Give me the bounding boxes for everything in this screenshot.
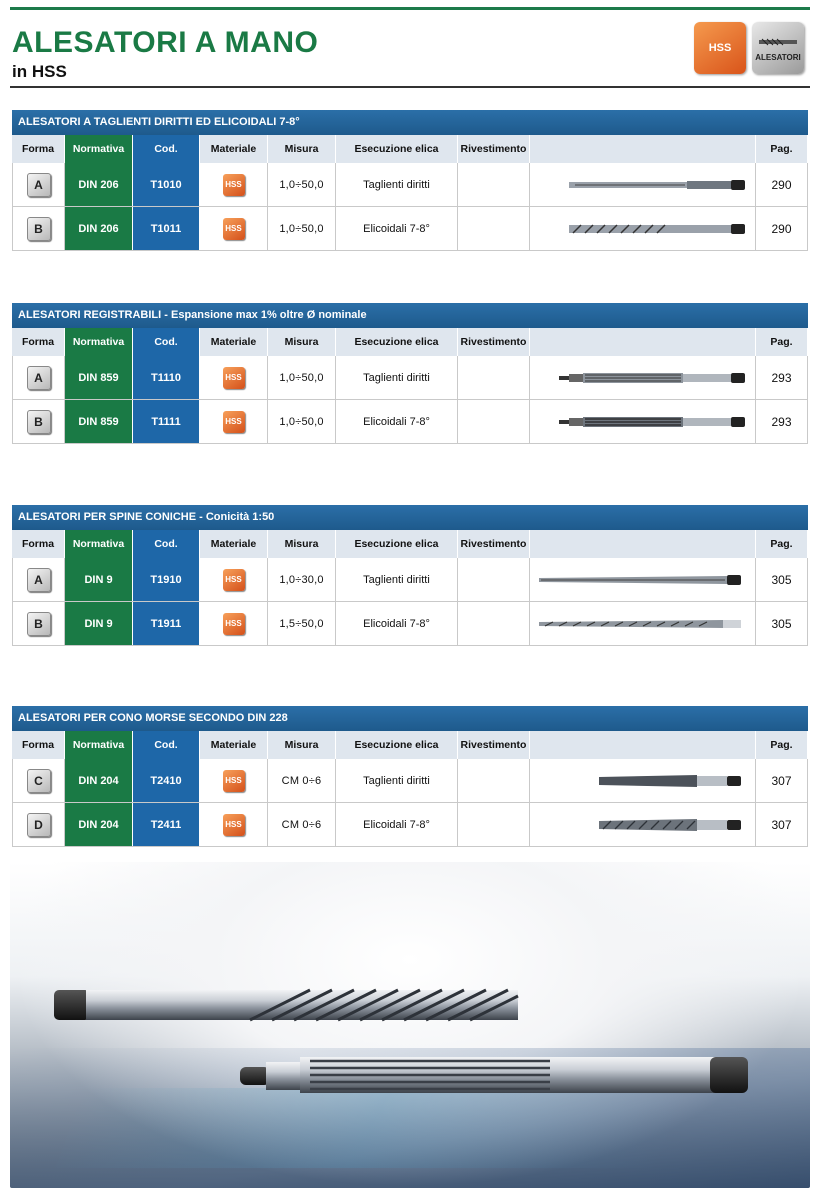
size-cell: CM 0÷6	[268, 759, 336, 802]
table-row[interactable]	[12, 558, 808, 602]
normativa-cell: DIN 204	[65, 759, 133, 802]
normativa-cell: DIN 859	[65, 400, 133, 443]
col-rivestimento: Rivestimento	[458, 328, 530, 356]
page-ref-cell[interactable]: 290	[756, 163, 808, 206]
hss-material-icon: HSS	[223, 770, 245, 792]
size-cell: 1,0÷50,0	[268, 207, 336, 250]
col-materiale: Materiale	[200, 731, 268, 759]
table-row[interactable]	[12, 400, 808, 444]
table-row[interactable]	[12, 803, 808, 847]
forma-badge: B	[27, 410, 51, 434]
col-misura: Misura	[268, 731, 336, 759]
normativa-cell: DIN 9	[65, 602, 133, 645]
hss-badge-label: HSS	[708, 42, 732, 54]
col-image	[530, 530, 756, 558]
col-esecuzione: Esecuzione elica	[336, 135, 458, 163]
code-cell[interactable]: T2410	[133, 759, 200, 802]
coating-cell	[458, 163, 530, 206]
size-cell: CM 0÷6	[268, 803, 336, 846]
size-cell: 1,0÷50,0	[268, 400, 336, 443]
execution-cell: Taglienti diritti	[336, 163, 458, 206]
col-normativa: Normativa	[65, 530, 133, 558]
coating-cell	[458, 356, 530, 399]
col-image	[530, 328, 756, 356]
table-row[interactable]	[12, 602, 808, 646]
size-cell: 1,0÷50,0	[268, 356, 336, 399]
code-cell[interactable]: T1010	[133, 163, 200, 206]
coating-cell	[458, 558, 530, 601]
reamer-tool-icon	[530, 803, 756, 846]
col-normativa: Normativa	[65, 135, 133, 163]
execution-cell: Taglienti diritti	[336, 759, 458, 802]
hss-material-icon: HSS	[223, 613, 245, 635]
col-materiale: Materiale	[200, 530, 268, 558]
col-forma: Forma	[12, 135, 65, 163]
table-row[interactable]	[12, 163, 808, 207]
hss-material-icon: HSS	[223, 411, 245, 433]
size-cell: 1,5÷50,0	[268, 602, 336, 645]
normativa-cell: DIN 204	[65, 803, 133, 846]
size-cell: 1,0÷50,0	[268, 163, 336, 206]
forma-badge: A	[27, 366, 51, 390]
code-cell[interactable]: T2411	[133, 803, 200, 846]
page-ref-cell[interactable]: 293	[756, 400, 808, 443]
reamer-icon	[758, 35, 798, 49]
col-image	[530, 731, 756, 759]
page-ref-cell[interactable]: 290	[756, 207, 808, 250]
forma-badge: A	[27, 173, 51, 197]
adjustable-reamer-lower	[240, 1057, 748, 1093]
code-cell[interactable]: T1910	[133, 558, 200, 601]
page-ref-cell[interactable]: 307	[756, 759, 808, 802]
coating-cell	[458, 759, 530, 802]
execution-cell: Elicoidali 7-8°	[336, 207, 458, 250]
col-rivestimento: Rivestimento	[458, 731, 530, 759]
code-cell[interactable]: T1911	[133, 602, 200, 645]
col-misura: Misura	[268, 135, 336, 163]
forma-badge: B	[27, 612, 51, 636]
col-normativa: Normativa	[65, 731, 133, 759]
col-rivestimento: Rivestimento	[458, 530, 530, 558]
section-title: ALESATORI REGISTRABILI - Espansione max 1% oltre Ø nominale	[12, 303, 808, 328]
col-pag: Pag.	[756, 731, 808, 759]
table-row[interactable]	[12, 759, 808, 803]
col-cod: Cod.	[133, 328, 200, 356]
section-title: ALESATORI PER SPINE CONICHE - Conicità 1:50	[12, 505, 808, 530]
alesatori-badge-icon	[752, 22, 804, 74]
hss-material-icon: HSS	[223, 174, 245, 196]
hss-material-icon: HSS	[223, 218, 245, 240]
hss-material-icon: HSS	[223, 367, 245, 389]
col-pag: Pag.	[756, 328, 808, 356]
column-header-row	[12, 731, 808, 759]
col-rivestimento: Rivestimento	[458, 135, 530, 163]
normativa-cell: DIN 9	[65, 558, 133, 601]
col-materiale: Materiale	[200, 135, 268, 163]
col-esecuzione: Esecuzione elica	[336, 328, 458, 356]
col-image	[530, 135, 756, 163]
col-cod: Cod.	[133, 530, 200, 558]
column-header-row	[12, 135, 808, 163]
reamer-tool-icon	[530, 759, 756, 802]
execution-cell: Taglienti diritti	[336, 356, 458, 399]
size-cell: 1,0÷30,0	[268, 558, 336, 601]
product-section	[12, 303, 808, 444]
col-cod: Cod.	[133, 731, 200, 759]
page-ref-cell[interactable]: 305	[756, 558, 808, 601]
col-forma: Forma	[12, 530, 65, 558]
table-row[interactable]	[12, 356, 808, 400]
hss-material-icon: HSS	[223, 814, 245, 836]
page-title: ALESATORI A MANO	[12, 26, 319, 59]
section-title: ALESATORI PER CONO MORSE SECONDO DIN 228	[12, 706, 808, 731]
col-cod: Cod.	[133, 135, 200, 163]
reamer-tool-icon	[530, 207, 756, 250]
page-ref-cell[interactable]: 293	[756, 356, 808, 399]
coating-cell	[458, 602, 530, 645]
normativa-cell: DIN 859	[65, 356, 133, 399]
forma-badge: C	[27, 769, 51, 793]
page-ref-cell[interactable]: 307	[756, 803, 808, 846]
coating-cell	[458, 400, 530, 443]
forma-badge: D	[27, 813, 51, 837]
coating-cell	[458, 803, 530, 846]
section-title: ALESATORI A TAGLIENTI DIRITTI ED ELICOIDALI 7-8°	[12, 110, 808, 135]
reamer-tool-icon	[530, 558, 756, 601]
execution-cell: Elicoidali 7-8°	[336, 803, 458, 846]
col-misura: Misura	[268, 530, 336, 558]
product-section	[12, 505, 808, 646]
hss-material-icon: HSS	[223, 569, 245, 591]
product-photo	[10, 862, 810, 1188]
col-pag: Pag.	[756, 530, 808, 558]
hss-badge-icon	[694, 22, 746, 74]
column-header-row	[12, 328, 808, 356]
page-subtitle: in HSS	[12, 62, 67, 81]
normativa-cell: DIN 206	[65, 163, 133, 206]
col-esecuzione: Esecuzione elica	[336, 530, 458, 558]
product-section	[12, 110, 808, 251]
reamer-tool-icon	[530, 163, 756, 206]
execution-cell: Taglienti diritti	[336, 558, 458, 601]
col-materiale: Materiale	[200, 328, 268, 356]
code-cell[interactable]: T1110	[133, 356, 200, 399]
page-ref-cell[interactable]: 305	[756, 602, 808, 645]
col-misura: Misura	[268, 328, 336, 356]
reamer-tool-icon	[530, 400, 756, 443]
photo-reamers-illustration	[10, 862, 810, 1188]
column-header-row	[12, 530, 808, 558]
col-esecuzione: Esecuzione elica	[336, 731, 458, 759]
col-forma: Forma	[12, 328, 65, 356]
execution-cell: Elicoidali 7-8°	[336, 602, 458, 645]
reamer-tool-icon	[530, 602, 756, 645]
coating-cell	[458, 207, 530, 250]
code-cell[interactable]: T1111	[133, 400, 200, 443]
col-normativa: Normativa	[65, 328, 133, 356]
table-row[interactable]	[12, 207, 808, 251]
alesatori-badge-label: ALESATORI	[755, 52, 801, 62]
col-forma: Forma	[12, 731, 65, 759]
product-section	[12, 706, 808, 847]
top-rule	[10, 7, 810, 10]
title-rule	[10, 86, 810, 88]
code-cell[interactable]: T1011	[133, 207, 200, 250]
spiral-reamer-upper	[54, 990, 518, 1020]
forma-badge: A	[27, 568, 51, 592]
execution-cell: Elicoidali 7-8°	[336, 400, 458, 443]
forma-badge: B	[27, 217, 51, 241]
col-pag: Pag.	[756, 135, 808, 163]
reamer-tool-icon	[530, 356, 756, 399]
normativa-cell: DIN 206	[65, 207, 133, 250]
